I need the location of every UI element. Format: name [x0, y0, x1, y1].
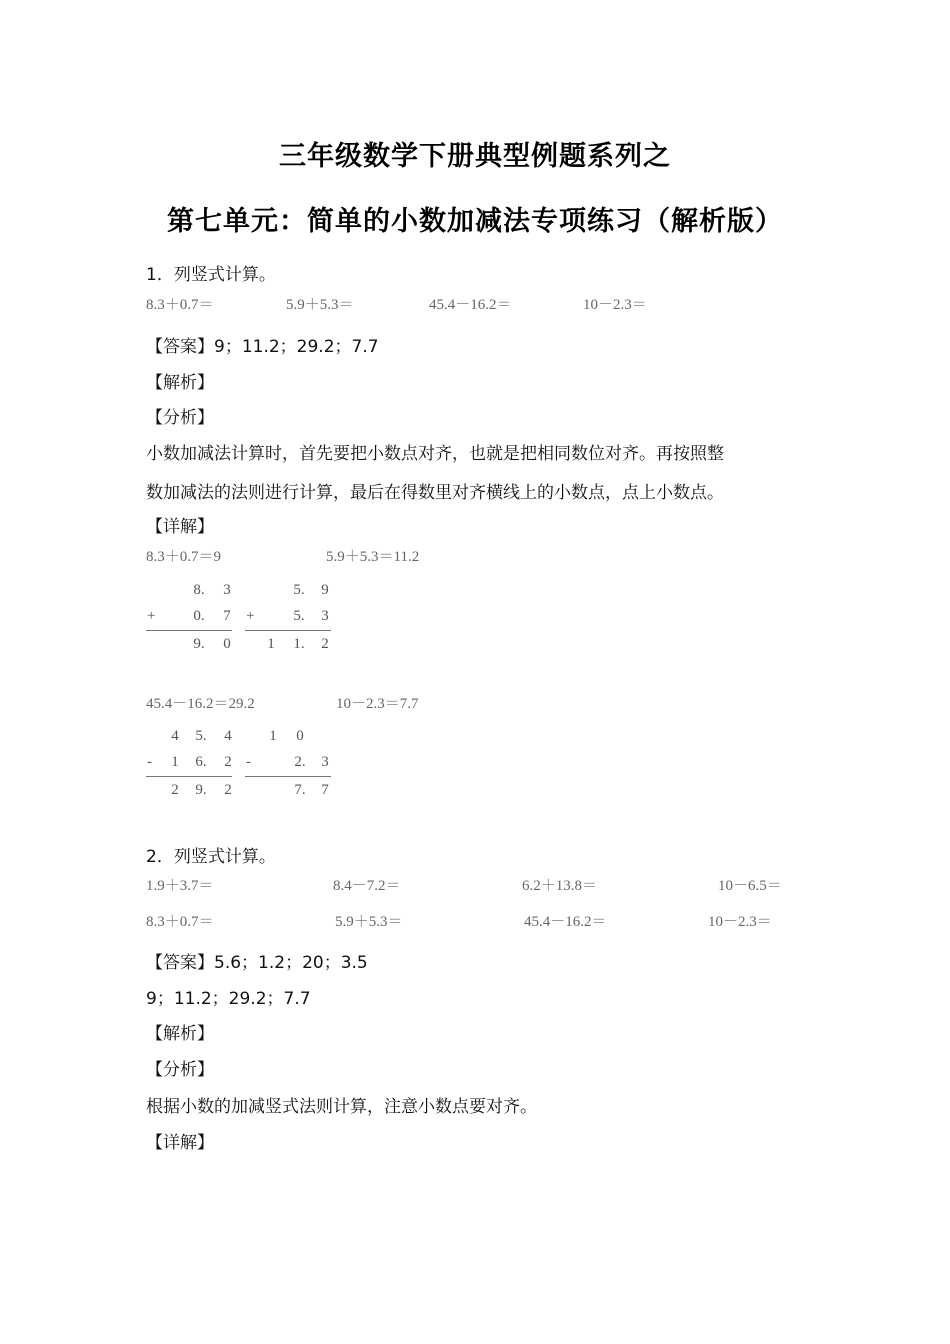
q2-problem-1: 1.9＋3.7＝	[146, 878, 214, 894]
q2-problem-7: 45.4－16.2＝	[524, 914, 607, 930]
q1-analysis-line-1: 小数加减法计算时，首先要把小数点对齐，也就是把相同数位对齐。再按照整	[146, 444, 724, 464]
q2-problem-2: 8.4－7.2＝	[333, 878, 401, 894]
digit: 2.	[294, 754, 306, 770]
q2-heading: 2．列竖式计算。	[146, 847, 276, 867]
digit: 9	[321, 582, 329, 598]
q1-problem-4: 10－2.3＝	[583, 297, 647, 313]
digit: 3	[321, 754, 329, 770]
digit: 0	[223, 636, 231, 652]
q1-answer: 【答案】9；11.2；29.2；7.7	[146, 337, 379, 357]
digit: 3	[223, 582, 231, 598]
q2-jiexi-label: 【解析】	[146, 1024, 214, 1044]
q2-analysis: 根据小数的加减竖式法则计算，注意小数点要对齐。	[146, 1097, 537, 1117]
q2-fenxi-label: 【分析】	[146, 1060, 214, 1080]
digit: 2	[224, 782, 232, 798]
difference-line	[146, 776, 232, 777]
digit: 7	[321, 782, 329, 798]
sum-line	[245, 630, 331, 631]
digit: 4	[224, 728, 232, 744]
difference-line	[245, 776, 331, 777]
q1-result-3: 45.4－16.2＝29.2	[146, 696, 255, 712]
q1-problem-1: 8.3＋0.7＝	[146, 297, 214, 313]
digit: 7	[223, 608, 231, 624]
q1-result-2: 5.9＋5.3＝11.2	[326, 549, 420, 565]
digit: 0	[296, 728, 304, 744]
digit: 5.	[195, 728, 207, 744]
sum-line	[146, 630, 232, 631]
q2-xiangjie-label: 【详解】	[146, 1133, 214, 1153]
q1-jiexi-label: 【解析】	[146, 373, 214, 393]
minus-sign: -	[147, 754, 152, 770]
digit: 4	[171, 728, 179, 744]
digit: 7.	[294, 782, 306, 798]
digit: 1	[171, 754, 179, 770]
q2-problem-6: 5.9＋5.3＝	[335, 914, 403, 930]
digit: 9.	[193, 636, 205, 652]
q2-answer-line-1: 【答案】5.6；1.2；20；3.5	[146, 953, 368, 973]
digit: 5.	[293, 608, 305, 624]
minus-sign: -	[246, 754, 251, 770]
q1-analysis-line-2: 数加减法的法则进行计算，最后在得数里对齐横线上的小数点，点上小数点。	[146, 483, 724, 503]
digit: 1	[267, 636, 275, 652]
q2-problem-4: 10－6.5＝	[718, 878, 782, 894]
digit: 5.	[293, 582, 305, 598]
page-title: 三年级数学下册典型例题系列之	[279, 141, 671, 172]
page-subtitle: 第七单元：简单的小数加减法专项练习（解析版）	[167, 206, 783, 237]
digit: 8.	[193, 582, 205, 598]
plus-sign: +	[147, 608, 156, 624]
digit: 2	[224, 754, 232, 770]
q1-heading: 1．列竖式计算。	[146, 265, 276, 285]
digit: 2	[171, 782, 179, 798]
q2-problem-5: 8.3＋0.7＝	[146, 914, 214, 930]
q1-xiangjie-label: 【详解】	[146, 517, 214, 537]
q1-fenxi-label: 【分析】	[146, 408, 214, 428]
digit: 0.	[193, 608, 205, 624]
digit: 9.	[195, 782, 207, 798]
digit: 1	[269, 728, 277, 744]
q2-problem-3: 6.2＋13.8＝	[522, 878, 598, 894]
q1-result-4: 10－2.3＝7.7	[336, 696, 419, 712]
digit: 2	[321, 636, 329, 652]
q2-problem-8: 10－2.3＝	[708, 914, 772, 930]
digit: 3	[321, 608, 329, 624]
q1-result-1: 8.3＋0.7＝9	[146, 549, 222, 565]
q2-answer-line-2: 9；11.2；29.2；7.7	[146, 989, 311, 1009]
digit: 1.	[293, 636, 305, 652]
q1-problem-2: 5.9＋5.3＝	[286, 297, 354, 313]
digit: 6.	[195, 754, 207, 770]
plus-sign: +	[246, 608, 255, 624]
q1-problem-3: 45.4－16.2＝	[429, 297, 512, 313]
